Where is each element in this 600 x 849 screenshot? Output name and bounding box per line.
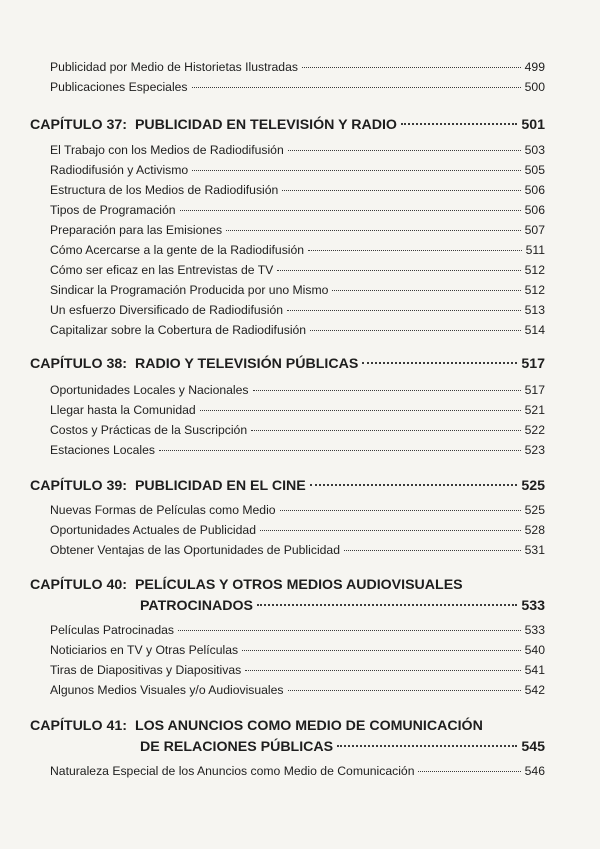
chapter-title: PUBLICIDAD EN EL CINE	[134, 478, 306, 494]
entry-page: 522	[524, 423, 545, 437]
entry-page: 505	[524, 163, 545, 177]
toc-entry	[50, 523, 545, 543]
entry-page: 506	[524, 183, 545, 197]
leader-dots	[178, 629, 521, 631]
entry-page: 517	[524, 383, 545, 397]
chapter-heading-continued	[140, 598, 545, 618]
entry-page: 499	[524, 60, 545, 74]
entry-title: Cómo Acercarse a la gente de la Radiodifusión	[50, 243, 305, 257]
chapter-title: RADIO Y TELEVISIÓN PÚBLICAS	[134, 356, 359, 372]
leader-dots	[253, 389, 521, 391]
entry-title: Llegar hasta la Comunidad	[50, 403, 196, 417]
toc-entry	[50, 663, 545, 683]
toc-entry	[50, 683, 545, 703]
toc-entry	[50, 623, 545, 643]
entry-page: 514	[524, 323, 545, 337]
chapter-page: 501	[521, 117, 545, 133]
chapter-title-line1: PELÍCULAS Y OTROS MEDIOS AUDIOVISUALES	[134, 577, 463, 593]
entry-title: Algunos Medios Visuales y/o Audiovisuales	[50, 683, 284, 697]
chapter-page: 545	[521, 739, 545, 755]
toc-entry	[50, 143, 545, 163]
leader-dots	[277, 269, 520, 271]
leader-dots	[180, 209, 521, 211]
entry-page: 512	[524, 283, 545, 297]
chapter-title-line1: LOS ANUNCIOS COMO MEDIO DE COMUNICACIÓN	[134, 718, 483, 734]
entry-title: Noticiarios en TV y Otras Películas	[50, 643, 239, 657]
leader-dots	[332, 289, 520, 291]
toc-entry	[50, 163, 545, 183]
chapter-title-line2: PATROCINADOS	[140, 598, 253, 614]
toc-entry	[50, 80, 545, 100]
leader-dots	[310, 483, 518, 486]
entry-title: Películas Patrocinadas	[50, 623, 174, 637]
toc-entry	[50, 443, 545, 463]
entry-title: Preparación para las Emisiones	[50, 223, 223, 237]
leader-dots	[280, 509, 521, 511]
leader-dots	[245, 669, 520, 671]
entry-page: 540	[524, 643, 545, 657]
toc-entry	[50, 643, 545, 663]
toc-entry	[50, 323, 545, 343]
entry-title: Oportunidades Actuales de Publicidad	[50, 523, 256, 537]
toc-entry	[50, 403, 545, 423]
chapter-number: CAPÍTULO 37:	[30, 117, 127, 133]
leader-dots	[251, 429, 521, 431]
leader-dots	[192, 86, 521, 88]
entry-title: Nuevas Formas de Películas como Medio	[50, 503, 276, 517]
entry-title: Estructura de los Medios de Radiodifusión	[50, 183, 279, 197]
toc-entry	[50, 263, 545, 283]
chapter-number: CAPÍTULO 38:	[30, 356, 127, 372]
leader-dots	[310, 329, 521, 331]
entry-page: 542	[524, 683, 545, 697]
toc-entry	[50, 283, 545, 303]
leader-dots	[308, 249, 522, 251]
entry-page: 500	[524, 80, 545, 94]
toc-entry	[50, 423, 545, 443]
leader-dots	[302, 66, 521, 68]
toc-entry	[50, 223, 545, 243]
entry-title: Cómo ser eficaz en las Entrevistas de TV	[50, 263, 274, 277]
entry-title: Tipos de Programación	[50, 203, 176, 217]
entry-title: Un esfuerzo Diversificado de Radiodifusión	[50, 303, 284, 317]
chapter-page: 533	[521, 598, 545, 614]
entry-title: Capitalizar sobre la Cobertura de Radiodifusión	[50, 323, 307, 337]
leader-dots	[288, 689, 521, 691]
entry-page: 531	[524, 543, 545, 557]
entry-title: Oportunidades Locales y Nacionales	[50, 383, 249, 397]
chapter-heading	[30, 718, 545, 738]
entry-page: 525	[524, 503, 545, 517]
entry-title: Costos y Prácticas de la Suscripción	[50, 423, 248, 437]
entry-page: 528	[524, 523, 545, 537]
entry-page: 546	[524, 764, 545, 778]
leader-dots	[192, 169, 520, 171]
leader-dots	[337, 744, 517, 747]
toc-entry	[50, 203, 545, 223]
leader-dots	[401, 122, 517, 125]
leader-dots	[257, 603, 517, 606]
entry-title: Obtener Ventajas de las Oportunidades de Publicidad	[50, 543, 340, 557]
chapter-heading-continued	[140, 739, 545, 759]
chapter-title-line2: DE RELACIONES PÚBLICAS	[140, 739, 334, 755]
toc-entry	[50, 543, 545, 563]
entry-title: El Trabajo con los Medios de Radiodifusión	[50, 143, 284, 157]
entry-title: Publicidad por Medio de Historietas Ilustradas	[50, 60, 298, 74]
chapter-page: 525	[521, 478, 545, 494]
entry-title: Sindicar la Programación Producida por uno Mismo	[50, 283, 329, 297]
toc-entry	[50, 383, 545, 403]
chapter-number: CAPÍTULO 39:	[30, 478, 127, 494]
leader-dots	[242, 649, 521, 651]
leader-dots	[159, 449, 521, 451]
entry-page: 533	[524, 623, 545, 637]
entry-page: 523	[524, 443, 545, 457]
entry-page: 506	[524, 203, 545, 217]
leader-dots	[418, 770, 520, 772]
toc-entry	[50, 183, 545, 203]
entry-page: 541	[524, 663, 545, 677]
toc-entry	[50, 243, 545, 263]
toc-entry	[50, 503, 545, 523]
chapter-heading	[30, 356, 545, 376]
chapter-number: CAPÍTULO 41:	[30, 718, 127, 734]
entry-page: 512	[524, 263, 545, 277]
leader-dots	[344, 549, 521, 551]
entry-title: Estaciones Locales	[50, 443, 156, 457]
leader-dots	[287, 309, 521, 311]
entry-page: 521	[524, 403, 545, 417]
chapter-page: 517	[521, 356, 545, 372]
leader-dots	[362, 361, 517, 364]
chapter-number: CAPÍTULO 40:	[30, 577, 127, 593]
chapter-heading	[30, 117, 545, 137]
entry-title: Tiras de Diapositivas y Diapositivas	[50, 663, 242, 677]
entry-page: 503	[524, 143, 545, 157]
leader-dots	[260, 529, 521, 531]
toc-entry	[50, 764, 545, 784]
toc-entry	[50, 303, 545, 323]
chapter-title: PUBLICIDAD EN TELEVISIÓN Y RADIO	[134, 117, 397, 133]
entry-page: 513	[524, 303, 545, 317]
entry-title: Naturaleza Especial de los Anuncios como Medio de Comunicación	[50, 764, 415, 778]
leader-dots	[200, 409, 521, 411]
entry-title: Publicaciones Especiales	[50, 80, 188, 94]
entry-page: 507	[524, 223, 545, 237]
leader-dots	[288, 149, 521, 151]
chapter-heading	[30, 478, 545, 498]
toc-entry	[50, 60, 545, 80]
leader-dots	[226, 229, 521, 231]
entry-title: Radiodifusión y Activismo	[50, 163, 189, 177]
chapter-heading	[30, 577, 545, 597]
entry-page: 511	[525, 243, 545, 257]
leader-dots	[282, 189, 520, 191]
